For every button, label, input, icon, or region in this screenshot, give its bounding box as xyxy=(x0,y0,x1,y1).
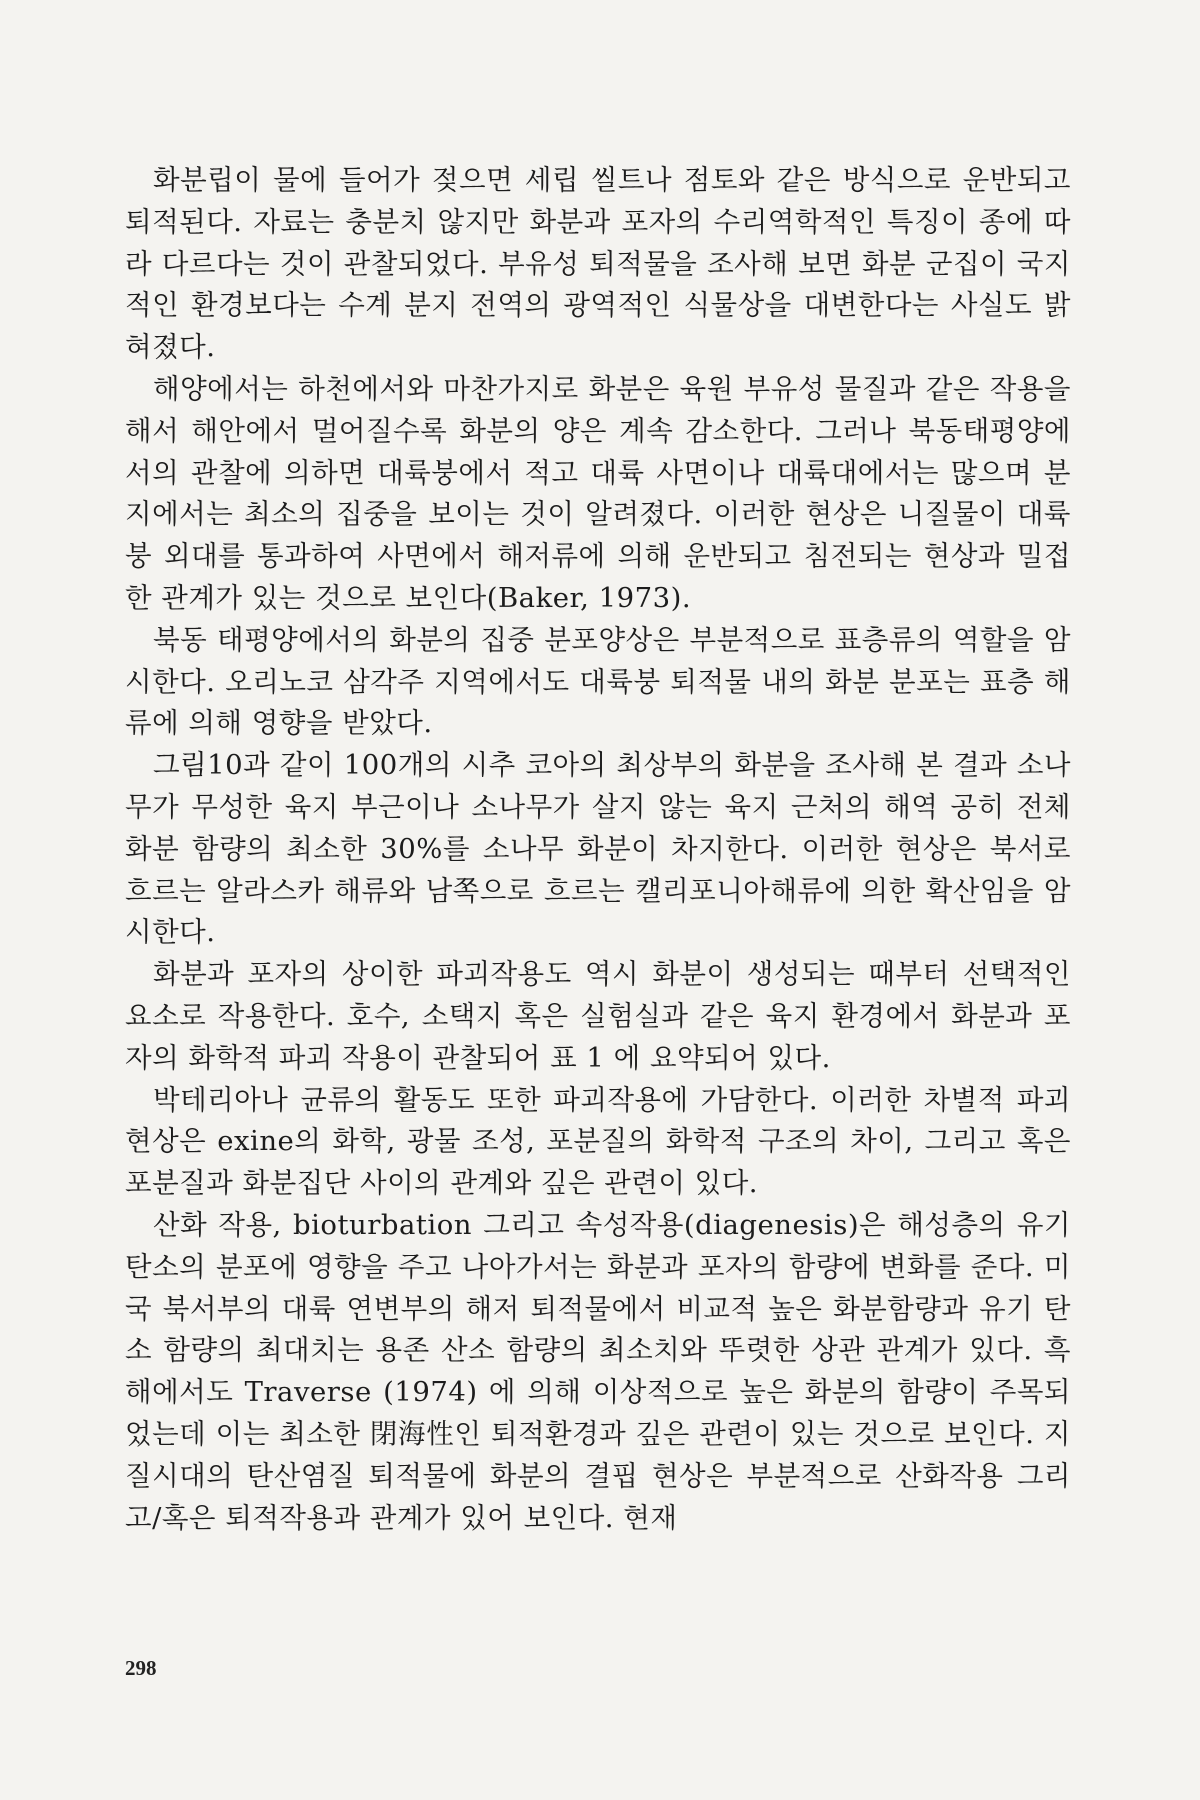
paragraph-oxidation: 산화 작용, bioturbation 그리고 속성작용(diagenesis)은 해성층의 유기탄소의 분포에 영향을 주고 나아가서는 화분과 포자의 함량에 변화를 준다. 미국 북서부의 대륙 연변부의 해저 퇴적물에서 비교적 높은 화분함량과 유기 탄소 함량의 최대치는 용존 산소 함량의 최소치와 뚜렷한 상관 관계가 있다. 흑해에서도 Traverse (1974) 에 의해 이상적으로 높은 화분의 함량이 주목되었는데 이는 최소한 閉海性인 퇴적환경과 깊은 관련이 있는 것으로 보인다. 지질시대의 탄산염질 퇴적물에 화분의 결핍 현상은 부분적으로 산화작용 그리고/혹은 퇴적작용과 관계가 있어 보인다. 현재 xyxy=(125,1208,1071,1534)
paragraph-marine-distribution: 해양에서는 하천에서와 마찬가지로 화분은 육원 부유성 물질과 같은 작용을 해서 해안에서 멀어질수록 화분의 양은 계속 감소한다. 그러나 북동태평양에서의 관찰에 의하면 대륙붕에서 적고 대륙 사면이나 대륙대에서는 많으며 분지에서는 최소의 집중을 보이는 것이 알려졌다. 이러한 현상은 니질물이 대륙붕 외대를 통과하여 사면에서 해저류에 의해 운반되고 침전되는 현상과 밀접한 관계가 있는 것으로 보인다(Baker, 1973). xyxy=(125,372,1071,614)
page-number: 298 xyxy=(125,1656,157,1680)
paragraph-pollen-transport: 화분립이 물에 들어가 젖으면 세립 씰트나 점토와 같은 방식으로 운반되고 퇴적된다. 자료는 충분치 않지만 화분과 포자의 수리역학적인 특징이 종에 따라 다르다는 것이 관찰되었다. 부유성 퇴적물을 조사해 보면 화분 군집이 국지적인 환경보다는 수계 분지 전역의 광역적인 식물상을 대변한다는 사실도 밝혀졌다. xyxy=(125,164,1071,364)
paragraph-destruction: 화분과 포자의 상이한 파괴작용도 역시 화분이 생성되는 때부터 선택적인 요소로 작용한다. 호수, 소택지 혹은 실험실과 같은 육지 환경에서 화분과 포자의 화학적 파괴 작용이 관찰되어 표 1 에 요약되어 있다. xyxy=(125,958,1071,1074)
paragraph-pine-pollen: 그림10과 같이 100개의 시추 코아의 최상부의 화분을 조사해 본 결과 소나무가 무성한 육지 부근이나 소나무가 살지 않는 육지 근처의 해역 공히 전체 화분 함량의 최소한 30%를 소나무 화분이 차지한다. 이러한 현상은 북서로 흐르는 알라스카 해류와 남쪽으로 흐르는 캘리포니아해류에 의한 확산임을 암시한다. xyxy=(125,749,1071,949)
paragraph-surface-currents: 북동 태평양에서의 화분의 집중 분포양상은 부분적으로 표층류의 역할을 암시한다. 오리노코 삼각주 지역에서도 대륙붕 퇴적물 내의 화분 분포는 표층 해류에 의해 영향을 받았다. xyxy=(125,623,1071,740)
paragraph-bacteria-fungi: 박테리아나 균류의 활동도 또한 파괴작용에 가담한다. 이러한 차별적 파괴 현상은 exine의 화학, 광물 조성, 포분질의 화학적 구조의 차이, 그리고 혹은 포분질과 화분집단 사이의 관계와 깊은 관련이 있다. xyxy=(125,1083,1071,1200)
body-text xyxy=(125,160,1071,1539)
